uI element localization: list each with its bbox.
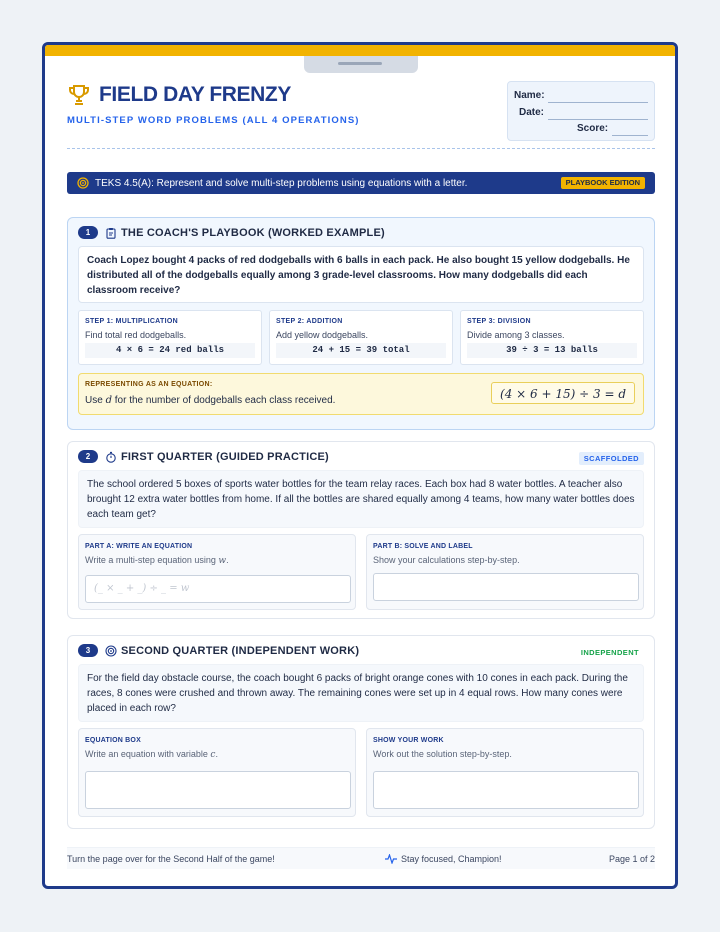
equation-description: [85, 395, 335, 406]
part-label: EQUATION BOX: [85, 737, 141, 744]
step-2-box: [269, 310, 453, 365]
teks-standard: TEKS 4.5(A): Represent and solve multi-step problems using equations with a letter.: [95, 177, 468, 189]
part-label: PART B: SOLVE AND LABEL: [373, 543, 473, 550]
section-number: 3: [78, 644, 98, 657]
work-input[interactable]: [373, 573, 639, 601]
title-row: [67, 83, 291, 107]
date-field[interactable]: [548, 119, 648, 120]
clipboard-clip: [304, 56, 418, 73]
part-a-box: [78, 534, 356, 610]
work-input[interactable]: [373, 771, 639, 809]
trophy-icon: [67, 83, 91, 107]
section-header: [78, 450, 329, 463]
part-desc: Work out the solution step-by-step.: [373, 749, 512, 759]
section-number: 1: [78, 226, 98, 239]
section-title: SECOND QUARTER (INDEPENDENT WORK): [121, 644, 360, 657]
edition-badge: PLAYBOOK EDITION: [561, 177, 645, 189]
page-subtitle: MULTI-STEP WORD PROBLEMS (ALL 4 OPERATIONS): [67, 115, 360, 126]
part-desc-text: Write an equation with variable: [85, 749, 208, 759]
guided-practice-card: [67, 441, 655, 619]
independent-work-card: [67, 635, 655, 829]
equation-input[interactable]: (_ × _ + _) ÷ _ = w: [85, 575, 351, 603]
top-accent-bar: [45, 45, 675, 56]
equation-input[interactable]: [85, 771, 351, 809]
date-label: Date:: [519, 107, 545, 118]
score-label: Score:: [577, 123, 609, 134]
pulse-icon: [385, 854, 397, 864]
word-problem: Coach Lopez bought 4 packs of red dodgeballs with 6 balls in each pack. He also bought 15 yellow dodgeballs. He distributed all of the dodgeballs equally among 3 grade-level classrooms. How many dodgeballs did each classroom receive?: [78, 246, 644, 303]
section-header: [78, 226, 385, 239]
scaffolded-tag: SCAFFOLDED: [579, 452, 644, 465]
section-number: 2: [78, 450, 98, 463]
footer-note: Turn the page over for the Second Half of the game!: [67, 854, 275, 864]
student-info-box: [507, 81, 655, 141]
equation-variable: d: [105, 395, 112, 406]
score-field[interactable]: [612, 135, 648, 136]
part-label: SHOW YOUR WORK: [373, 737, 444, 744]
part-label: PART A: WRITE AN EQUATION: [85, 543, 193, 550]
worked-example-card: [67, 217, 655, 430]
equation-label: REPRESENTING AS AN EQUATION:: [85, 381, 213, 388]
step-label: STEP 2: ADDITION: [276, 318, 343, 325]
step-equation: 24 + 15 = 39 total: [276, 343, 446, 358]
part-variable: w: [218, 556, 227, 566]
target-icon: [77, 177, 89, 189]
step-equation: 4 × 6 = 24 red balls: [85, 343, 255, 358]
step-3-box: [460, 310, 644, 365]
step-desc: Add yellow dodgeballs.: [276, 330, 369, 340]
page-number: Page 1 of 2: [608, 854, 655, 864]
name-field[interactable]: [548, 102, 648, 103]
equation-box: [78, 728, 356, 817]
section-header: [78, 644, 359, 657]
target-icon: [105, 645, 117, 657]
page-title: FIELD DAY FRENZY: [99, 83, 291, 106]
name-label: Name:: [514, 90, 545, 101]
part-desc: Write an equation with variable c.: [85, 749, 218, 760]
part-b-box: [366, 534, 644, 610]
word-problem: For the field day obstacle course, the coach bought 6 packs of bright orange cones with 10 cones in each pack. During the races, 8 cones were crushed and thrown away. The remaining cones were set up in 4 equal rows. How many cones were placed in each row?: [78, 664, 644, 722]
equation-callout: [78, 373, 644, 415]
word-problem: The school ordered 5 boxes of sports water bottles for the team relay races. Each box had 8 water bottles. A teacher also brought 12 extra water bottles from home. If all the bottles are shared equally among 4 teams, how many water bottles does each team get?: [78, 470, 644, 528]
equation-display: (4 × 6 + 15) ÷ 3 = d: [491, 382, 635, 404]
teks-banner: [67, 172, 655, 194]
part-variable: c: [210, 750, 216, 760]
step-desc: Divide among 3 classes.: [467, 330, 565, 340]
part-desc: Show your calculations step-by-step.: [373, 555, 520, 565]
step-equation: 39 ÷ 3 = 13 balls: [467, 343, 637, 358]
stopwatch-icon: [105, 451, 117, 463]
step-desc: Find total red dodgeballs.: [85, 330, 187, 340]
section-title: THE COACH'S PLAYBOOK (WORKED EXAMPLE): [121, 226, 385, 239]
part-desc: Write a multi-step equation using w.: [85, 555, 229, 566]
equation-text-post: for the number of dodgeballs each class received.: [114, 395, 336, 406]
page-footer: [67, 847, 655, 869]
step-label: STEP 1: MULTIPLICATION: [85, 318, 178, 325]
equation-text-pre: Use: [85, 395, 103, 406]
header-divider: [67, 148, 655, 149]
show-work-box: [366, 728, 644, 817]
part-desc-text: Write a multi-step equation using: [85, 555, 216, 565]
step-1-box: [78, 310, 262, 365]
step-label: STEP 3: DIVISION: [467, 318, 531, 325]
independent-tag: INDEPENDENT: [580, 648, 639, 657]
clipboard-icon: [105, 227, 117, 239]
worksheet-page: [42, 42, 678, 889]
footer-motivation: [385, 854, 502, 864]
clip-slot: [338, 62, 382, 65]
footer-motivation-text: Stay focused, Champion!: [401, 854, 502, 864]
section-title: FIRST QUARTER (GUIDED PRACTICE): [121, 450, 329, 463]
